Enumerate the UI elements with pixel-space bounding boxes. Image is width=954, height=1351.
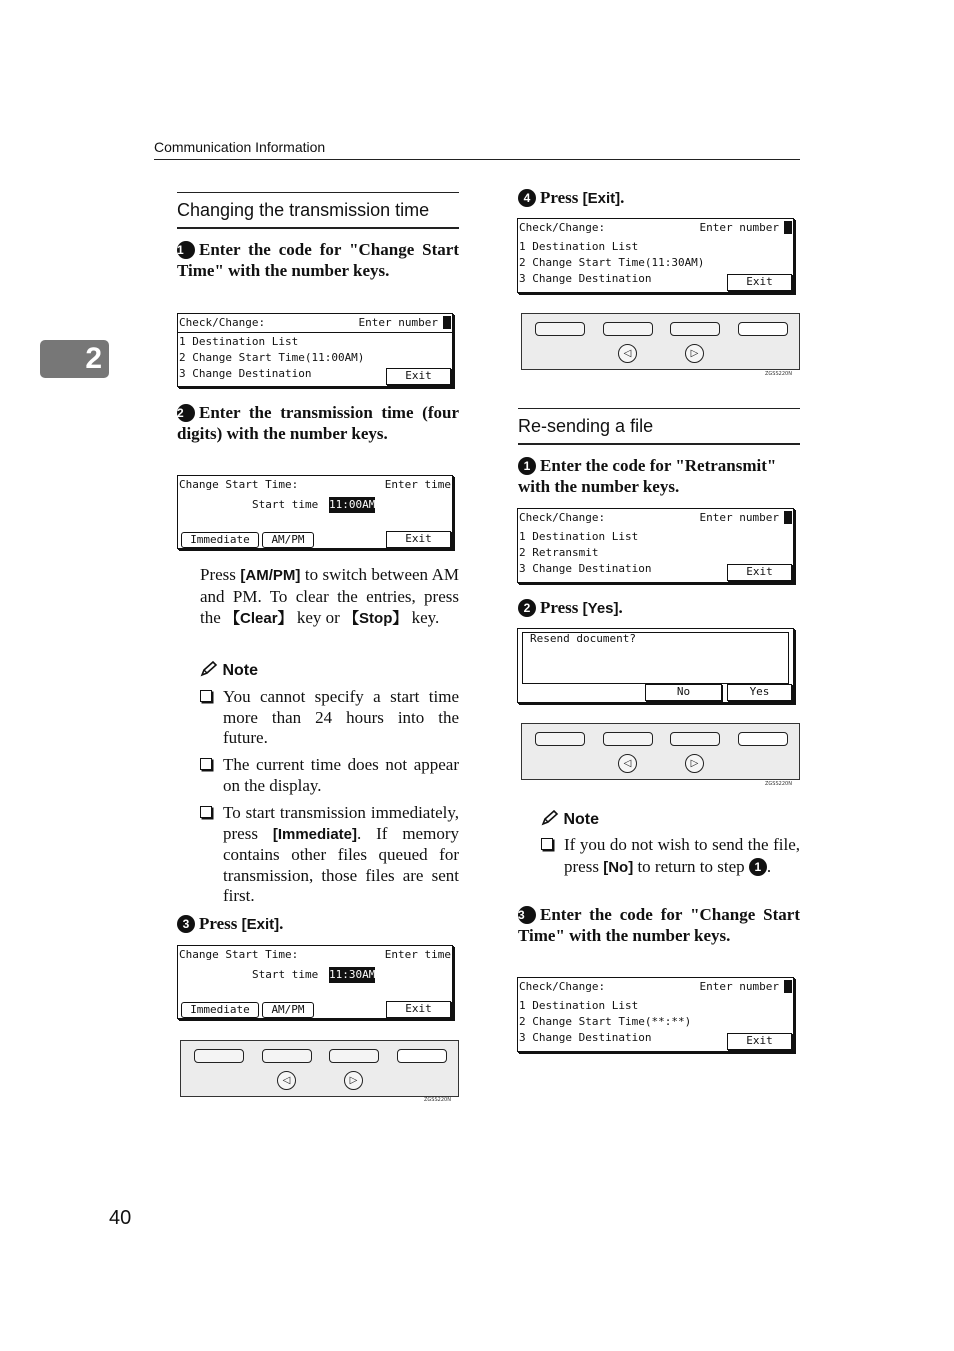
step-number: 2 <box>518 599 536 617</box>
left-arrow-icon: ◁ <box>618 754 637 773</box>
step-3-heading <box>518 904 800 946</box>
lcd-menu-item: 1 Destination List <box>519 530 639 543</box>
note-heading <box>541 810 599 829</box>
lcd-screen-check-change <box>517 508 794 583</box>
step-text: Enter the code for "Retransmit" with the number keys. <box>518 456 777 496</box>
lcd-menu-item: 3 Change Destination <box>519 272 652 285</box>
key-clear: 【Clear】 <box>225 610 293 627</box>
text: . If memory contains other files queued for transmission, those files are sent first. <box>223 823 459 905</box>
note-text <box>564 835 800 878</box>
note-heading <box>200 661 258 680</box>
lcd-prompt: Enter time <box>384 948 451 961</box>
note-title: Note <box>222 662 259 679</box>
lcd-menu-item: 2 Change Start Time(11:30AM) <box>519 256 705 269</box>
control-panel <box>180 1040 459 1097</box>
step-2-heading <box>518 597 800 619</box>
figure-code: ZGSS220N <box>424 1097 451 1103</box>
key-stop: 【Stop】 <box>344 610 408 627</box>
pencil-icon <box>200 661 218 677</box>
text: To start transmission immediately, press <box>223 803 459 843</box>
lcd-screen-check-change <box>177 313 453 387</box>
lcd-menu-item: 2 Retransmit <box>519 546 599 559</box>
lcd-line: Check/Change: <box>519 511 606 524</box>
lcd-screen-resend <box>517 628 794 703</box>
key-immediate: [Immediate] <box>272 825 358 843</box>
lcd-cursor <box>784 221 792 234</box>
left-arrow-icon: ◁ <box>277 1071 296 1090</box>
lcd-prompt: Enter number <box>358 316 438 329</box>
lcd-menu-item: 3 Change Destination <box>519 1031 652 1044</box>
lcd-exit-button: Exit <box>386 368 451 385</box>
lcd-exit-button: Exit <box>727 1033 792 1050</box>
lcd-no-button: No <box>645 684 722 701</box>
function-key <box>670 732 720 746</box>
function-key <box>397 1049 447 1063</box>
lcd-cursor <box>784 511 792 524</box>
step-number: 3 <box>177 915 195 933</box>
checkbox-bullet-icon <box>200 758 212 770</box>
text: to return to step <box>633 856 749 876</box>
step-2-heading <box>177 402 459 444</box>
step-text: Enter the code for "Change Start Time" with the number keys. <box>518 905 800 945</box>
text: . <box>766 856 772 876</box>
step-text: Enter the transmission time (four digits) with the number keys. <box>177 403 459 443</box>
step-reference: 1 <box>749 858 767 876</box>
running-header: Communication Information <box>154 139 326 155</box>
lcd-menu-item: 3 Change Destination <box>179 367 312 380</box>
left-arrow-icon: ◁ <box>618 344 637 363</box>
right-arrow-icon: ▷ <box>344 1071 363 1090</box>
function-key <box>603 322 653 336</box>
lcd-yes-button: Yes <box>727 684 792 701</box>
instruction-paragraph <box>200 564 459 629</box>
lcd-prompt: Enter number <box>699 980 779 993</box>
text: . <box>279 914 284 933</box>
pencil-icon <box>541 810 559 826</box>
function-key <box>535 322 585 336</box>
function-key <box>670 322 720 336</box>
step-text: Press <box>199 914 242 933</box>
note-item <box>200 803 459 907</box>
lcd-line: Change Start Time: <box>179 478 299 491</box>
figure-code: ZGSS220N <box>765 781 792 787</box>
step-text: Press <box>540 188 583 207</box>
note-title: Note <box>563 811 600 828</box>
step-1-heading <box>518 455 800 497</box>
lcd-line: Change Start Time: <box>179 948 299 961</box>
page-number: 40 <box>109 1207 132 1229</box>
text: to switch between AM and PM. To clear the entries, press the <box>200 565 459 627</box>
chapter-number: 2 <box>85 342 102 375</box>
lcd-line: Check/Change: <box>179 316 266 329</box>
figure-code: ZGSS220N <box>765 371 792 377</box>
step-number: 1 <box>518 457 536 475</box>
right-arrow-icon: ▷ <box>685 344 704 363</box>
key-yes: [Yes] <box>582 600 619 617</box>
step-number: 2 <box>177 404 195 422</box>
note-text: The current time does not appear on the display. <box>223 755 459 795</box>
note-text <box>223 803 459 907</box>
lcd-menu-item: 1 Destination List <box>519 999 639 1012</box>
lcd-cursor <box>443 316 451 329</box>
lcd-time-value: 11:30AM <box>329 968 376 981</box>
text: key. <box>407 608 440 627</box>
checkbox-bullet-icon <box>541 838 553 850</box>
note-item <box>200 755 459 796</box>
lcd-immediate-button: Immediate <box>181 1002 259 1018</box>
lcd-exit-button: Exit <box>727 274 792 291</box>
text: Press <box>200 565 241 584</box>
lcd-menu-item: 1 Destination List <box>179 335 299 348</box>
lcd-cursor <box>784 980 792 993</box>
lcd-exit-button: Exit <box>386 531 451 548</box>
step-4-heading <box>518 187 800 209</box>
section-title-changing-time: Changing the transmission time <box>177 192 459 229</box>
lcd-menu-item: 3 Change Destination <box>519 562 652 575</box>
lcd-line: Check/Change: <box>519 980 606 993</box>
lcd-screen-check-change <box>517 218 794 293</box>
lcd-screen-check-change <box>517 977 794 1052</box>
lcd-start-label: Start time <box>252 498 319 511</box>
function-key <box>329 1049 379 1063</box>
note-text: You cannot specify a start time more than 24 hours into the future. <box>223 687 459 747</box>
lcd-time-value: 11:00AM <box>329 498 376 511</box>
control-panel <box>521 723 800 780</box>
lcd-prompt: Resend document? <box>530 632 636 645</box>
function-key <box>738 732 788 746</box>
function-key <box>194 1049 244 1063</box>
key-ampm: [AM/PM] <box>240 567 301 584</box>
lcd-screen-start-time <box>177 475 453 549</box>
lcd-menu-item: 2 Change Start Time(11:00AM) <box>179 351 365 364</box>
step-text: Enter the code for "Change Start Time" with the number keys. <box>177 240 459 280</box>
lcd-menu-item: 1 Destination List <box>519 240 639 253</box>
lcd-ampm-button: AM/PM <box>262 532 314 548</box>
lcd-immediate-button: Immediate <box>181 532 259 548</box>
text: . <box>620 188 625 207</box>
chapter-tab <box>40 340 109 378</box>
lcd-prompt: Enter number <box>699 221 779 234</box>
function-key <box>738 322 788 336</box>
step-number: 1 <box>177 241 195 259</box>
right-arrow-icon: ▷ <box>685 754 704 773</box>
step-number: 3 <box>518 906 536 924</box>
lcd-line: Check/Change: <box>519 221 606 234</box>
lcd-exit-button: Exit <box>386 1001 451 1018</box>
note-item <box>200 687 459 749</box>
lcd-divider <box>178 332 452 333</box>
key-exit: [Exit] <box>241 916 280 933</box>
text: . <box>618 598 623 617</box>
text: If you do not wish to send the file, press <box>564 835 800 876</box>
function-key <box>603 732 653 746</box>
lcd-exit-button: Exit <box>727 564 792 581</box>
function-key <box>262 1049 312 1063</box>
function-key <box>535 732 585 746</box>
lcd-prompt: Enter time <box>384 478 451 491</box>
control-panel <box>521 313 800 370</box>
lcd-menu-item: 2 Change Start Time(**:**) <box>519 1015 692 1028</box>
step-3-heading <box>177 913 459 935</box>
lcd-ampm-button: AM/PM <box>262 1002 314 1018</box>
checkbox-bullet-icon <box>200 690 212 702</box>
lcd-start-label: Start time <box>252 968 319 981</box>
step-text: Press <box>540 598 583 617</box>
key-no: [No] <box>603 858 634 876</box>
key-exit: [Exit] <box>582 190 621 207</box>
lcd-prompt: Enter number <box>699 511 779 524</box>
header-rule <box>154 159 800 160</box>
step-1-heading <box>177 239 459 281</box>
note-item <box>541 835 800 878</box>
step-number: 4 <box>518 189 536 207</box>
lcd-screen-start-time <box>177 945 453 1019</box>
checkbox-bullet-icon <box>200 806 212 818</box>
text: key or <box>292 608 345 627</box>
section-title-resending: Re-sending a file <box>518 408 800 445</box>
